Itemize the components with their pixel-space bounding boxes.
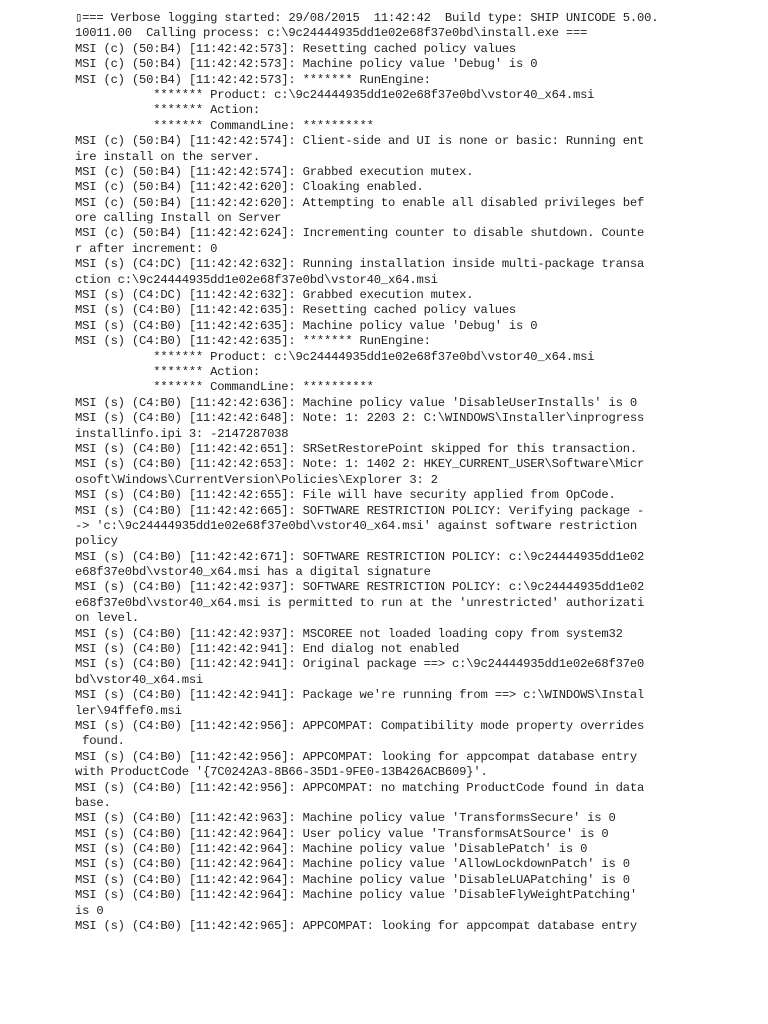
log-line: with ProductCode '{7C0242A3-8B66-35D1-9FE0-13B426ACB609}'. — [75, 765, 488, 780]
log-line: MSI (s) (C4:B0) [11:42:42:964]: Machine policy value 'DisableLUAPatching' is 0 — [75, 872, 630, 887]
log-line: MSI (s) (C4:B0) [11:42:42:941]: End dialog not enabled — [75, 642, 460, 657]
log-line: MSI (s) (C4:B0) [11:42:42:964]: Machine policy value 'DisableFlyWeightPatching' — [75, 888, 637, 903]
log-line: MSI (c) (50:B4) [11:42:42:620]: Cloaking enabled. — [75, 180, 424, 195]
log-line: MSI (s) (C4:B0) [11:42:42:964]: User policy value 'TransformsAtSource' is 0 — [75, 826, 609, 841]
log-line: MSI (c) (50:B4) [11:42:42:574]: Client-side and UI is none or basic: Running ent — [75, 134, 645, 149]
log-line: MSI (s) (C4:B0) [11:42:42:655]: File will have security applied from OpCode. — [75, 488, 616, 503]
log-line: MSI (s) (C4:DC) [11:42:42:632]: Grabbed execution mutex. — [75, 288, 474, 303]
log-line: MSI (s) (C4:B0) [11:42:42:937]: MSCOREE not loaded loading copy from system32 — [75, 626, 623, 641]
log-line: MSI (s) (C4:B0) [11:42:42:964]: Machine policy value 'DisablePatch' is 0 — [75, 842, 588, 857]
log-line: bd\vstor40_x64.msi — [75, 672, 204, 687]
log-line: ire install on the server. — [75, 149, 260, 164]
log-line: ******* CommandLine: ********** — [75, 380, 374, 395]
log-line: MSI (s) (C4:B0) [11:42:42:965]: APPCOMPAT: looking for appcompat database entry — [75, 919, 637, 934]
log-line: MSI (s) (C4:B0) [11:42:42:956]: APPCOMPAT: looking for appcompat database entry — [75, 749, 637, 764]
log-line: ******* Product: c:\9c24444935dd1e02e68f37e0bd\vstor40_x64.msi — [75, 87, 595, 102]
log-line: MSI (s) (C4:B0) [11:42:42:941]: Package we're running from ==> c:\WINDOWS\Instal — [75, 688, 645, 703]
log-line: -> 'c:\9c24444935dd1e02e68f37e0bd\vstor40_x64.msi' against software restriction — [75, 518, 637, 533]
log-line: MSI (s) (C4:DC) [11:42:42:632]: Running installation inside multi-package transa — [75, 257, 645, 272]
log-line: MSI (s) (C4:B0) [11:42:42:636]: Machine policy value 'DisableUserInstalls' is 0 — [75, 395, 637, 410]
log-line: ******* CommandLine: ********** — [75, 118, 374, 133]
log-line: MSI (c) (50:B4) [11:42:42:624]: Incrementing counter to disable shutdown. Counte — [75, 226, 645, 241]
log-line: ▯=== Verbose logging started: 29/08/2015 11:42:42 Build type: SHIP UNICODE 5.00. — [75, 11, 659, 25]
log-line: ******* Action: — [75, 103, 260, 118]
log-line: osoft\Windows\CurrentVersion\Policies\Explorer 3: 2 — [75, 472, 438, 487]
log-line: r after increment: 0 — [75, 241, 218, 256]
log-line: MSI (c) (50:B4) [11:42:42:573]: ******* RunEngine: — [75, 72, 431, 87]
log-line: MSI (s) (C4:B0) [11:42:42:963]: Machine policy value 'TransformsSecure' is 0 — [75, 811, 616, 826]
log-line: MSI (s) (C4:B0) [11:42:42:651]: SRSetRestorePoint skipped for this transaction. — [75, 441, 637, 456]
log-line: MSI (c) (50:B4) [11:42:42:620]: Attempting to enable all disabled privileges bef — [75, 195, 645, 210]
log-line: base. — [75, 795, 111, 810]
log-line: ******* Action: — [75, 364, 260, 379]
log-line: MSI (s) (C4:B0) [11:42:42:956]: APPCOMPAT: no matching ProductCode found in data — [75, 780, 645, 795]
log-line: e68f37e0bd\vstor40_x64.msi is permitted to run at the 'unrestricted' authorizati — [75, 595, 645, 610]
log-line: MSI (s) (C4:B0) [11:42:42:937]: SOFTWARE RESTRICTION POLICY: c:\9c24444935dd1e02 — [75, 580, 645, 595]
log-line: MSI (s) (C4:B0) [11:42:42:671]: SOFTWARE RESTRICTION POLICY: c:\9c24444935dd1e02 — [75, 549, 645, 564]
log-line: MSI (c) (50:B4) [11:42:42:573]: Resetting cached policy values — [75, 41, 517, 56]
log-line: ler\94ffef0.msi — [75, 703, 182, 718]
log-line: 10011.00 Calling process: c:\9c24444935dd1e02e68f37e0bd\install.exe === — [75, 26, 588, 41]
log-line: installinfo.ipi 3: -2147287038 — [75, 426, 289, 441]
log-line: MSI (s) (C4:B0) [11:42:42:653]: Note: 1: 1402 2: HKEY_CURRENT_USER\Software\Micr — [75, 457, 645, 472]
log-line: MSI (s) (C4:B0) [11:42:42:635]: Resetting cached policy values — [75, 303, 517, 318]
log-line: e68f37e0bd\vstor40_x64.msi has a digital signature — [75, 565, 431, 580]
log-line: MSI (s) (C4:B0) [11:42:42:635]: Machine policy value 'Debug' is 0 — [75, 318, 538, 333]
log-line: MSI (s) (C4:B0) [11:42:42:964]: Machine policy value 'AllowLockdownPatch' is 0 — [75, 857, 630, 872]
log-line: ore calling Install on Server — [75, 211, 282, 226]
log-line: MSI (s) (C4:B0) [11:42:42:941]: Original package ==> c:\9c24444935dd1e02e68f37e0 — [75, 657, 645, 672]
log-line: MSI (s) (C4:B0) [11:42:42:635]: ******* RunEngine: — [75, 334, 431, 349]
log-line: is 0 — [75, 903, 104, 918]
log-line: MSI (s) (C4:B0) [11:42:42:648]: Note: 1: 2203 2: C:\WINDOWS\Installer\inprogress — [75, 411, 645, 426]
log-line: MSI (s) (C4:B0) [11:42:42:956]: APPCOMPAT: Compatibility mode property overrides — [75, 718, 645, 733]
log-line: MSI (c) (50:B4) [11:42:42:573]: Machine policy value 'Debug' is 0 — [75, 57, 538, 72]
log-line: policy — [75, 534, 118, 549]
log-line: MSI (s) (C4:B0) [11:42:42:665]: SOFTWARE RESTRICTION POLICY: Verifying package - — [75, 503, 645, 518]
log-line: MSI (c) (50:B4) [11:42:42:574]: Grabbed execution mutex. — [75, 164, 474, 179]
log-document — [75, 11, 755, 934]
log-line: found. — [75, 734, 125, 749]
log-line: on level. — [75, 611, 140, 626]
log-line: ction c:\9c24444935dd1e02e68f37e0bd\vstor40_x64.msi — [75, 272, 438, 287]
log-line: ******* Product: c:\9c24444935dd1e02e68f37e0bd\vstor40_x64.msi — [75, 349, 595, 364]
